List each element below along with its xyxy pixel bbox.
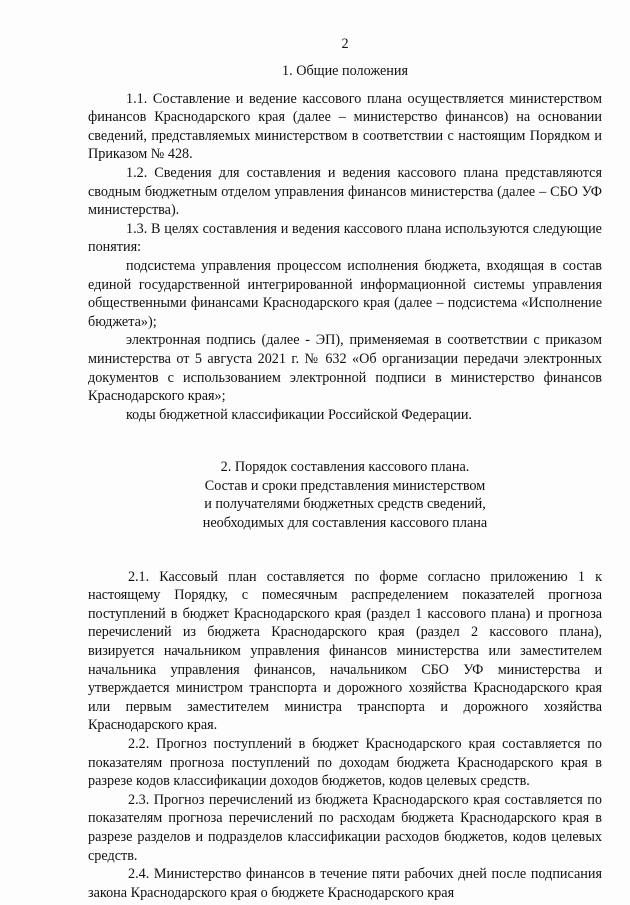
section-2-heading-line-3: и получателями бюджетных средств сведений, (204, 496, 486, 513)
document-content (88, 36, 602, 902)
paragraph-2-3: 2.3. Прогноз перечислений из бюджета Краснодарского края составляется по показателям прогноза перечислений по расходам бюджета Краснодарского края в разрезе разделов и подразделов классификации расходов бюджетов, кодов целевых средств. (88, 791, 602, 864)
paragraph-1-1: 1.1. Составление и ведение кассового плана осуществляется министерством финансов Краснодарского края (далее – министерство финансов) на основании сведений, представляемых министерством в соответствии с настоящим Порядком и Приказом № 428. (88, 90, 602, 163)
definition-budget-subsystem: подсистема управления процессом исполнения бюджета, входящая в состав единой государственной интегрированной информационной системы управления общественными финансами Краснодарского края (далее – подсистема «Исполнение бюджета»); (88, 257, 602, 330)
page-number: 2 (341, 36, 349, 52)
paragraph-2-1: 2.1. Кассовый план составляется по форме согласно приложению 1 к настоящему Порядку, с помесячным распределением показателей прогноза поступлений в бюджет Краснодарского края (раздел 1 кассового плана) и прогноза перечислений из бюджета Краснодарского края (раздел 2 кассового плана), визируется начальником управления финансов министерства или заместителем начальника управления финансов, начальником СБО УФ министерства и утверждается министром транспорта и дорожного хозяйства Краснодарского края или первым заместителем министра транспорта и дорожного хозяйства Краснодарского края. (88, 568, 602, 734)
section-1-heading: 1. Общие положения (282, 63, 408, 79)
paragraph-2-2: 2.2. Прогноз поступлений в бюджет Краснодарского края составляется по показателям прогноза поступлений по доходам бюджета Краснодарского края в разрезе кодов классификации доходов бюджетов, кодов целевых средств. (88, 736, 602, 790)
section-2-heading-line-2: Состав и сроки представления министерством (204, 477, 486, 494)
section-2-heading (88, 458, 602, 532)
paragraph-1-3: 1.3. В целях составления и ведения кассового плана используются следующие понятия: (88, 220, 602, 256)
section-2-heading-line-4: необходимых для составления кассового плана (202, 515, 488, 532)
section-2-heading-line-1: 2. Порядок составления кассового плана. (220, 459, 470, 476)
paragraph-2-4: 2.4. Министерство финансов в течение пяти рабочих дней после подписания закона Краснодарского края о бюджете Краснодарского края (88, 866, 602, 901)
definition-electronic-signature: электронная подпись (далее - ЭП), применяемая в соответствии с приказом министерства от 5 августа 2021 г. № 632 «Об организации передачи электронных документов с использованием электронной подписи в министерство финансов Краснодарского края»; (88, 332, 602, 405)
definition-budget-classification-codes: коды бюджетной классификации Российской Федерации. (126, 406, 472, 423)
paragraph-1-2: 1.2. Сведения для составления и ведения кассового плана представляются сводным бюджетным отделом управления финансов министерства (далее – СБО УФ министерства). (88, 164, 602, 219)
